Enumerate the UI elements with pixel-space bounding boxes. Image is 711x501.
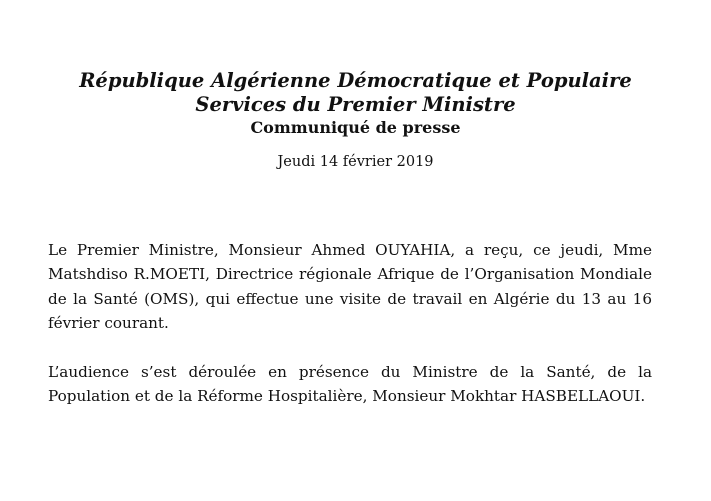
release-date: Jeudi 14 février 2019: [277, 154, 434, 170]
body-paragraph-2: L’audience s’est déroulée en présence du Ministre de la Santé, de la Population et de la Réforme Hospitalière, Monsieur Mokhtar HASBELLAOUI.: [48, 363, 652, 406]
republic-heading: République Algérienne Démocratique et Populaire: [79, 69, 632, 92]
body-paragraph-1: Le Premier Ministre, Monsieur Ahmed OUYAHIA, a reçu, ce jeudi, Mme Matshdiso R.MOETI, Directrice régionale Afrique de l’Organisation Mondiale de la Santé (OMS), qui effectue une visite de travail en Algérie du 13 au 16 février courant.: [48, 241, 652, 332]
services-heading: Services du Premier Ministre: [195, 93, 516, 116]
communique-heading: Communiqué de presse: [250, 118, 461, 137]
